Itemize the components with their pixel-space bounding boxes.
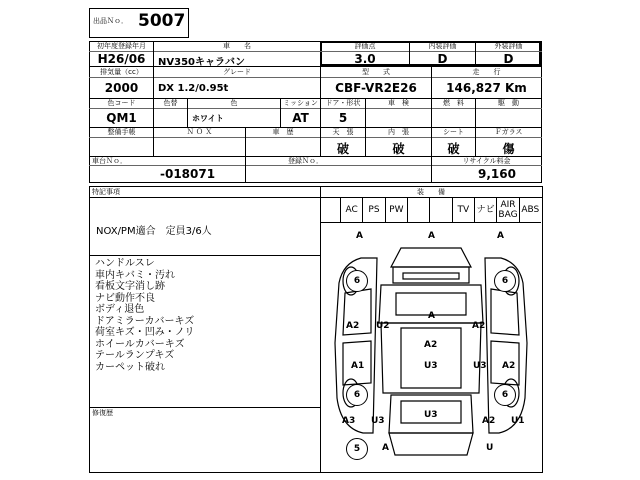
ceiling-value: 破	[336, 142, 349, 156]
mark-front-center: A	[428, 231, 435, 241]
history-label: 車 歴	[272, 128, 294, 136]
chassis-value: -018071	[160, 167, 216, 181]
mileage-label: 走 行	[472, 68, 501, 76]
color-name-label: 色	[230, 99, 238, 107]
lot-number: 5007	[138, 11, 186, 31]
note-item: 車内キバミ・汚れ	[95, 269, 175, 281]
equipment-label: 装 備	[417, 188, 445, 196]
displacement-label: 排気量（cc）	[100, 68, 143, 76]
recycle-value: 9,160	[478, 167, 516, 181]
mark-rear-door: U3	[424, 410, 438, 420]
lot-label: 出品Ｎｏ．	[93, 17, 128, 25]
mark-left-rear-a: A1	[351, 361, 365, 371]
mark-right-rear-wheel: 6	[494, 384, 516, 406]
note-item: ドアミラーカバーキズ	[95, 315, 195, 327]
chassis-label: 車台Ｎｏ．	[92, 157, 127, 165]
nox-label: Ｎ Ｏ Ｘ	[186, 128, 213, 136]
mark-rear-bumper-u: U	[486, 443, 494, 453]
mission-label: ミッション	[283, 99, 318, 107]
recycle-label: リサイクル料金	[462, 157, 511, 165]
mark-left-rear-wheel: 6	[346, 384, 368, 406]
equipment-item: ナビ	[474, 198, 496, 222]
color-change-label: 色替	[163, 99, 178, 107]
type-value: CBF-VR2E26	[335, 81, 417, 95]
mark-right-rear-a: A2	[502, 361, 516, 371]
inspection-label: 車 検	[388, 99, 409, 107]
mark-rear-left-a: A3	[342, 416, 356, 426]
note-item: カーペット破れ	[95, 361, 165, 373]
mark-left-front-wheel: 6	[346, 270, 368, 292]
seat-value: 破	[447, 142, 460, 156]
manual-label: 整備手帳	[107, 128, 136, 136]
exterior-value: D	[503, 52, 514, 66]
mark-rear-bumper-a: A	[382, 443, 389, 453]
mark-left-front-door-u: U2	[376, 321, 390, 331]
exterior-label: 外装評価	[494, 42, 523, 50]
equipment-item: PS	[362, 198, 384, 222]
note-item: ボディ退色	[95, 304, 145, 315]
note-item: ホイールカバーキズ	[95, 338, 185, 350]
color-code-value: QM1	[106, 111, 137, 125]
mark-right-front-door: A2	[472, 321, 486, 331]
notes-list	[95, 258, 194, 373]
mark-rear-left-u: U3	[371, 416, 385, 426]
drive-label: 駆 動	[498, 99, 519, 107]
grade-value: DX 1.2/0.95t	[158, 83, 229, 94]
equipment-grid	[340, 198, 541, 223]
ceiling-label: 天 張	[332, 128, 354, 136]
equipment-item	[407, 198, 429, 222]
glass-value: 傷	[502, 142, 515, 156]
year-label: 初年度登録年月	[97, 42, 146, 50]
mark-rear-bumper-left: 5	[346, 438, 368, 460]
note-item: ハンドルスレ	[95, 258, 155, 269]
special-text: NOX/PM適合 定員3/6人	[96, 226, 212, 237]
mark-left-front-door-a: A2	[346, 321, 360, 331]
equipment-item: PW	[385, 198, 407, 222]
doors-label: ドア・形状	[325, 99, 361, 107]
score-value: 3.0	[354, 52, 376, 66]
mark-roof-mid: A2	[424, 340, 438, 350]
note-item: 荷室キズ・凹み・ノリ	[95, 327, 195, 338]
mark-rear-right-a: A2	[482, 416, 496, 426]
special-label: 特記事項	[92, 188, 120, 196]
inner-label: 内 張	[388, 128, 409, 136]
doors-value: 5	[338, 111, 348, 125]
score-label: 評価点	[354, 42, 376, 50]
type-label: 型 式	[362, 68, 390, 76]
model-value: NV350キャラバン	[158, 57, 245, 68]
mark-rear-right-u: U1	[511, 416, 525, 426]
equipment-item: AIR BAG	[496, 198, 518, 222]
equipment-item: AC	[340, 198, 362, 222]
displacement-value: 2000	[104, 81, 139, 95]
mission-value: AT	[292, 111, 309, 125]
repair-label: 修復歴	[92, 409, 113, 417]
inner-value: 破	[392, 142, 405, 156]
interior-value: D	[437, 52, 448, 66]
note-item: ナビ動作不良	[95, 292, 155, 304]
mark-roof-rear: U3	[424, 361, 438, 371]
grade-label: グレード	[223, 68, 251, 76]
equipment-item	[429, 198, 451, 222]
mark-right-rear-u: U3	[473, 361, 487, 371]
equipment-item: TV	[452, 198, 474, 222]
seat-label: シート	[443, 128, 464, 136]
note-item: テールランプキズ	[95, 350, 175, 361]
color-code-label: 色コード	[107, 99, 136, 107]
equipment-item: ABS	[519, 198, 541, 222]
mark-front-left: A	[356, 231, 363, 241]
model-label: 車 名	[223, 42, 251, 50]
note-item: 看板文字消し跡	[95, 281, 165, 292]
mileage-value: 146,827 Km	[446, 81, 527, 95]
fuel-label: 燃 料	[443, 99, 464, 107]
glass-label: Ｆガラス	[494, 128, 523, 136]
interior-label: 内装評価	[428, 42, 457, 50]
year-value: H26/06	[97, 52, 146, 66]
mark-front-right: A	[497, 231, 504, 241]
mark-roof-front: A	[428, 311, 435, 321]
color-value: ホワイト	[192, 114, 224, 123]
mark-right-front-wheel: 6	[494, 270, 516, 292]
reg-label: 登録Ｎｏ．	[288, 157, 323, 165]
